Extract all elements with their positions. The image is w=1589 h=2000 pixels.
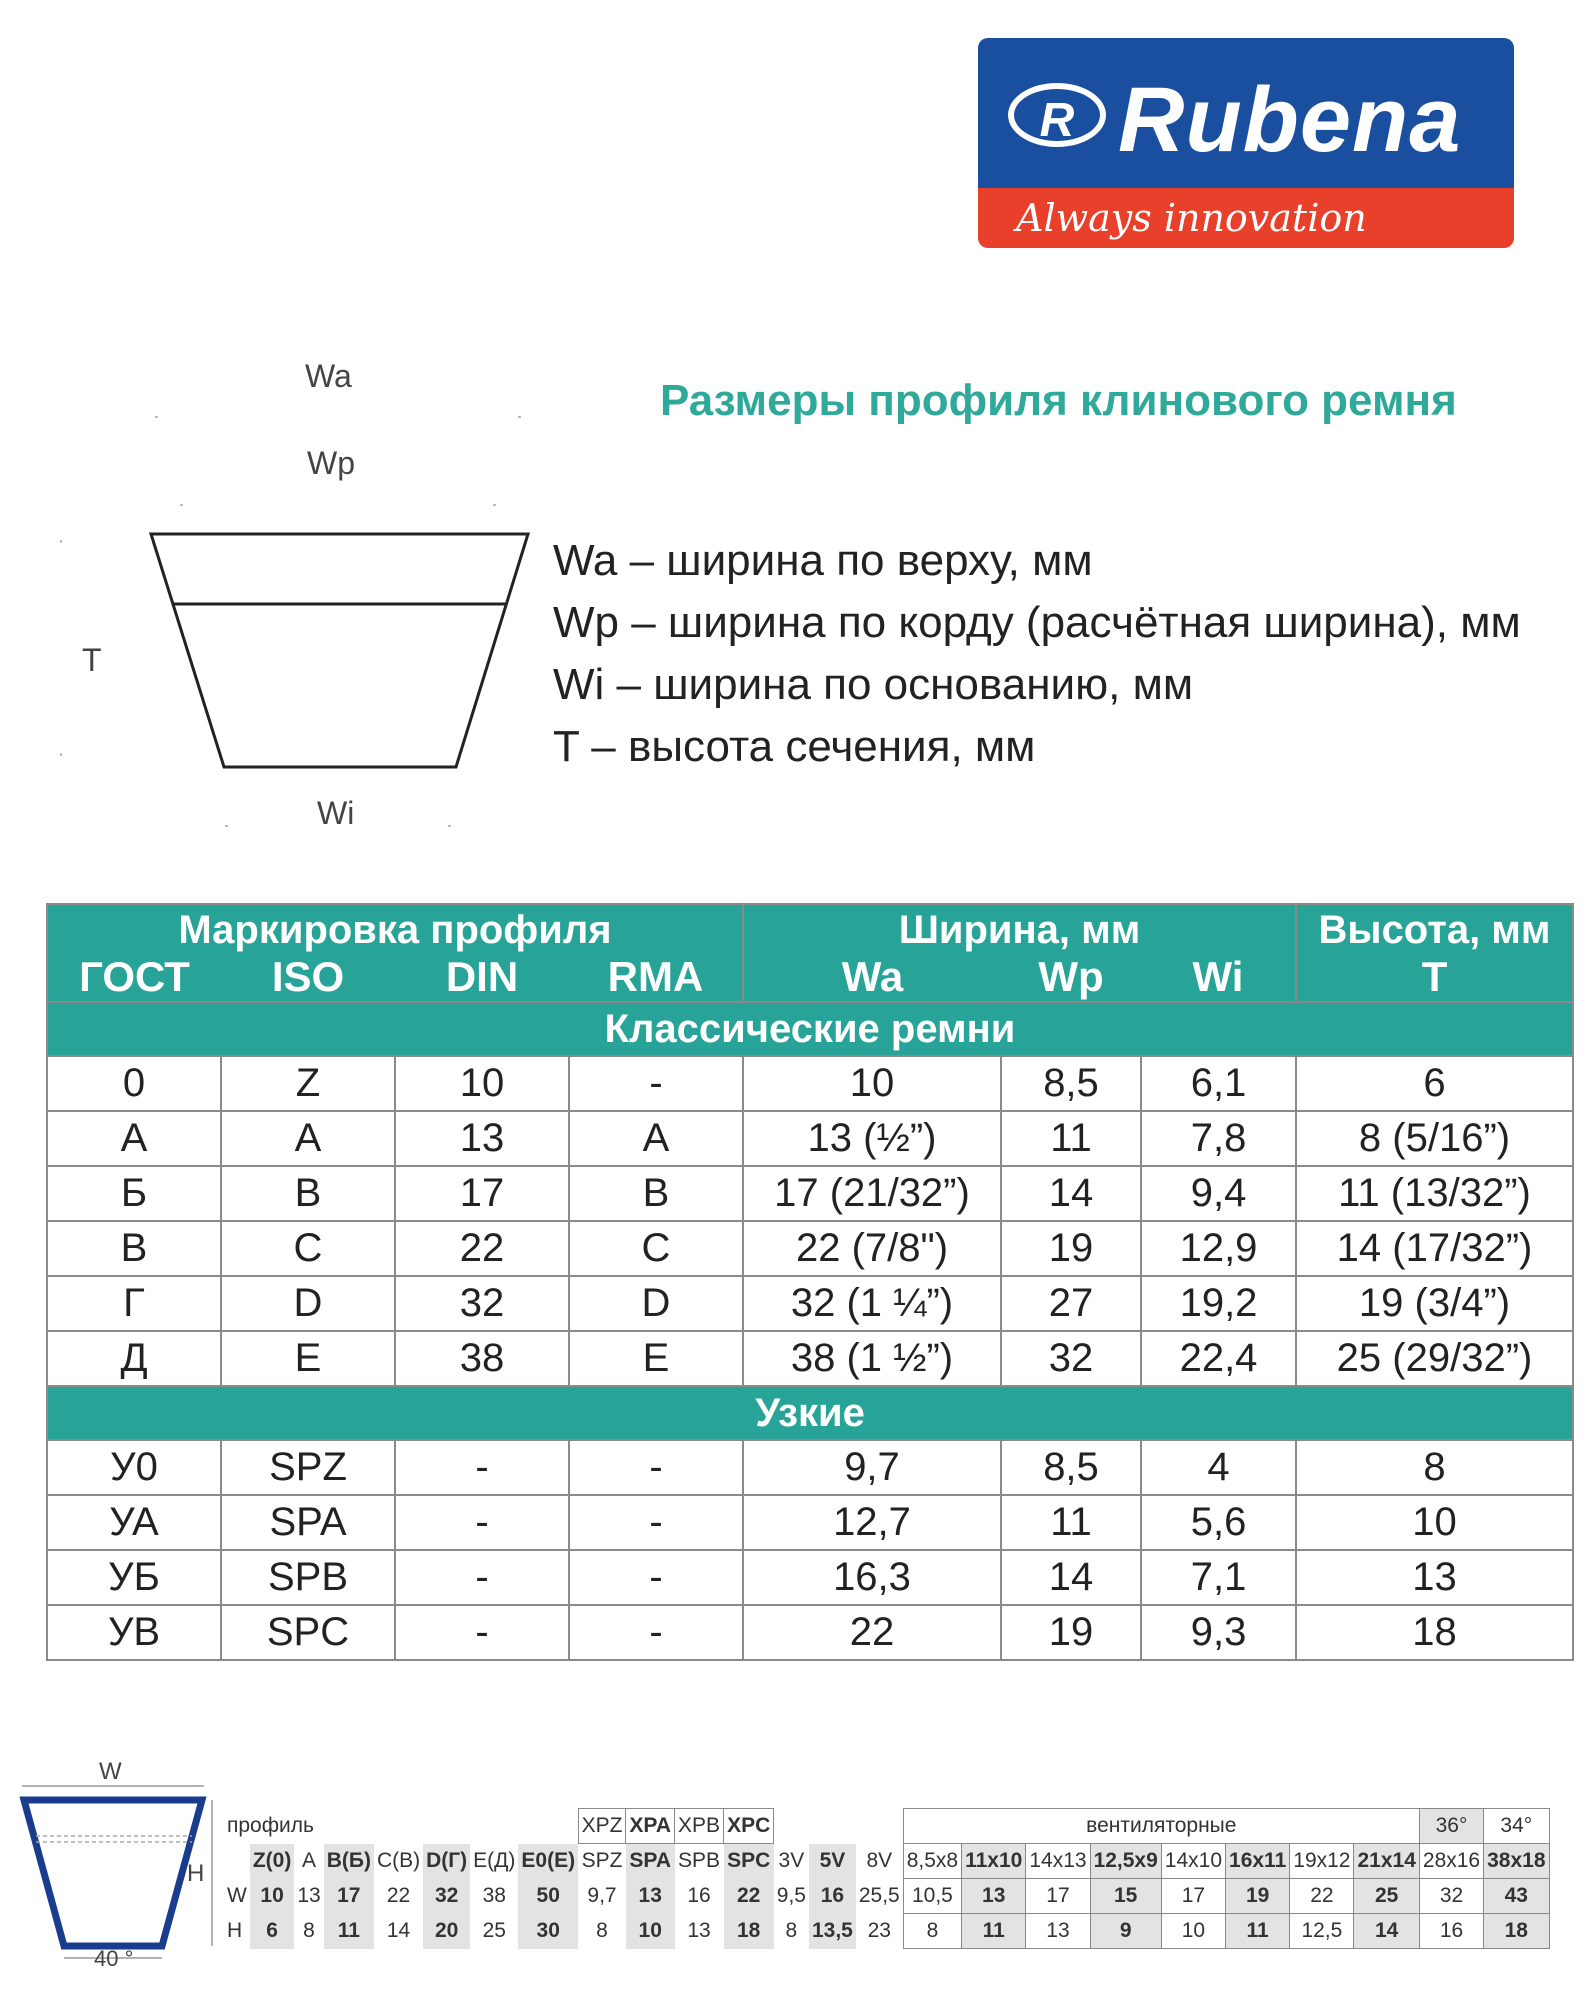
- h-value-cell: 14: [1354, 1914, 1419, 1949]
- h-value-cell: 11: [1226, 1914, 1290, 1949]
- table-cell: 38: [395, 1331, 569, 1386]
- table-row: [47, 1166, 1573, 1221]
- header-marking: Маркировка профиля: [47, 904, 743, 953]
- profile-cell: 11x10: [962, 1844, 1026, 1879]
- profile-cell: 28x16: [1419, 1844, 1483, 1879]
- table-cell: Д: [47, 1331, 221, 1386]
- legend-item: Wi – ширина по основанию, мм: [553, 660, 1194, 709]
- profile-cell: 14x13: [1026, 1844, 1090, 1879]
- wp-label: Wp: [307, 445, 355, 481]
- legend-item: Wa – ширина по верху, мм: [553, 536, 1093, 585]
- h-value-cell: 13,5: [809, 1914, 856, 1949]
- wi-label: Wi: [317, 795, 355, 831]
- table-cell: SPA: [221, 1495, 395, 1550]
- narrow-rows: [47, 1440, 1573, 1660]
- page-title: Размеры профиля клинового ремня: [660, 376, 1457, 425]
- table-cell: -: [569, 1550, 743, 1605]
- profile-cell: 14x10: [1161, 1844, 1225, 1879]
- section-classic: Классические ремни: [47, 1002, 1573, 1056]
- trapezoid-diagram-icon: [50, 350, 570, 850]
- h-value-cell: 18: [1484, 1914, 1549, 1949]
- w-value-cell: 17: [1026, 1879, 1090, 1914]
- h-value-cell: 14: [386, 1919, 411, 1942]
- table-cell: 19: [1001, 1605, 1141, 1660]
- table-cell: D: [221, 1276, 395, 1331]
- profile-cell: 19x12: [1290, 1844, 1354, 1879]
- table-cell: D: [569, 1276, 743, 1331]
- profile-cell: SPC: [724, 1844, 774, 1879]
- table-cell: 13 (½”): [743, 1111, 1001, 1166]
- profile-cell: SPB: [678, 1849, 721, 1873]
- table-cell: -: [395, 1550, 569, 1605]
- table-row: [47, 1331, 1573, 1386]
- table-cell: -: [569, 1440, 743, 1495]
- w-value-cell: 17: [1161, 1879, 1225, 1914]
- w-value-cell: 50: [518, 1879, 578, 1914]
- w-value-cell: 10: [250, 1879, 295, 1914]
- h-value-cell: 13: [687, 1919, 711, 1942]
- table-cell: 7,1: [1141, 1550, 1296, 1605]
- table-cell: Е: [221, 1331, 395, 1386]
- profile-cell: E(Д): [473, 1849, 516, 1872]
- table-cell: 8,5: [1001, 1440, 1141, 1495]
- table-cell: А: [47, 1111, 221, 1166]
- w-value-cell: 13: [626, 1879, 675, 1914]
- table-cell: 38 (1 ½”): [743, 1331, 1001, 1386]
- w-value-cell: 43: [1484, 1879, 1549, 1914]
- logo-slogan: Always innovation: [1016, 196, 1367, 240]
- angle-36: 36°: [1419, 1809, 1483, 1844]
- profile-cell: A: [302, 1849, 317, 1872]
- header-width: Ширина, мм: [743, 904, 1296, 953]
- table-cell: 16,3: [743, 1550, 1001, 1605]
- table-cell: 19 (3/4”): [1296, 1276, 1573, 1331]
- table-row: [47, 1440, 1573, 1495]
- table-cell: 9,3: [1141, 1605, 1296, 1660]
- profile-cell: 16x11: [1226, 1844, 1290, 1879]
- table-cell: 32: [395, 1276, 569, 1331]
- rubena-logo: [978, 38, 1514, 248]
- table-cell: Г: [47, 1276, 221, 1331]
- h-value-cell: 8: [903, 1914, 961, 1949]
- table-cell: 12,9: [1141, 1221, 1296, 1276]
- profile-cell: 8,5x8: [903, 1844, 961, 1879]
- xp-label: XPB: [675, 1809, 724, 1844]
- profile-cell: 3V: [778, 1849, 805, 1872]
- table-cell: С: [221, 1221, 395, 1276]
- profile-cell: C(B): [376, 1849, 421, 1872]
- header-height: Высота, мм: [1296, 904, 1573, 953]
- table-cell: 10: [743, 1056, 1001, 1111]
- table-cell: 4: [1141, 1440, 1296, 1495]
- w-value-cell: 13: [962, 1879, 1026, 1914]
- h-value-cell: 20: [423, 1914, 470, 1949]
- table-cell: С: [569, 1221, 743, 1276]
- table-cell: 17: [395, 1166, 569, 1221]
- w-value-cell: 9,7: [587, 1884, 617, 1907]
- belt-profile-diagram: [50, 350, 570, 850]
- table-cell: 19: [1001, 1221, 1141, 1276]
- col-wi: Wi: [1141, 953, 1296, 1002]
- table-cell: 6,1: [1141, 1056, 1296, 1111]
- w-value-cell: 22: [724, 1879, 774, 1914]
- w-value-cell: 25,5: [858, 1884, 900, 1907]
- w-value-cell: 25: [1354, 1879, 1419, 1914]
- fan-label: вентиляторные: [903, 1809, 1419, 1844]
- h-value-cell: 18: [724, 1914, 774, 1949]
- table-row: [47, 1550, 1573, 1605]
- table-cell: 11 (13/32”): [1296, 1166, 1573, 1221]
- profile-cell: 8V: [866, 1849, 893, 1872]
- classic-rows: [47, 1056, 1573, 1386]
- table-row: [47, 1056, 1573, 1111]
- legend-item: Wp – ширина по корду (расчётная ширина), мм: [553, 598, 1521, 647]
- profile-cell: B(Б): [324, 1844, 374, 1879]
- profile-cell: Z(0): [250, 1844, 295, 1879]
- h-value-cell: 10: [1161, 1914, 1225, 1949]
- xp-label: XPA: [626, 1809, 675, 1844]
- table-cell: 11: [1001, 1495, 1141, 1550]
- profile-cell: SPA: [626, 1844, 675, 1879]
- w-value-cell: 22: [1290, 1879, 1354, 1914]
- table-cell: 25 (29/32”): [1296, 1331, 1573, 1386]
- table-cell: В: [569, 1166, 743, 1221]
- logo-brand-text: Rubena: [1118, 69, 1462, 171]
- h-value-cell: 6: [250, 1914, 295, 1949]
- h-value-cell: 8: [785, 1919, 798, 1942]
- table-row: [47, 1495, 1573, 1550]
- table-cell: 5,6: [1141, 1495, 1296, 1550]
- w-value-cell: 16: [687, 1884, 711, 1907]
- h-value-cell: 13: [1026, 1914, 1090, 1949]
- table-cell: 14: [1001, 1550, 1141, 1605]
- table-row: [47, 1605, 1573, 1660]
- profile-label: профиль: [227, 1814, 314, 1837]
- table-cell: 19,2: [1141, 1276, 1296, 1331]
- profile-cell: E0(E): [518, 1844, 578, 1879]
- table-cell: 17 (21/32”): [743, 1166, 1001, 1221]
- table-cell: 22: [395, 1221, 569, 1276]
- section-narrow: Узкие: [47, 1386, 1573, 1440]
- w-value-cell: 13: [297, 1884, 321, 1907]
- logo-mark-icon: R: [1008, 83, 1106, 147]
- table-cell: SPC: [221, 1605, 395, 1660]
- table-cell: 18: [1296, 1605, 1573, 1660]
- table-cell: 11: [1001, 1111, 1141, 1166]
- w-value-cell: 38: [482, 1884, 506, 1907]
- profile-cell: D(Г): [423, 1844, 470, 1879]
- table-cell: -: [569, 1605, 743, 1660]
- table-cell: УА: [47, 1495, 221, 1550]
- h-value-cell: 25: [482, 1919, 506, 1942]
- col-gost: ГОСТ: [47, 953, 221, 1002]
- w-value-cell: 17: [324, 1879, 374, 1914]
- angle-34: 34°: [1484, 1809, 1549, 1844]
- h-value-cell: 16: [1419, 1914, 1483, 1949]
- table-cell: 7,8: [1141, 1111, 1296, 1166]
- col-iso: ISO: [221, 953, 395, 1002]
- small-h-label: H: [187, 1860, 205, 1887]
- belt-profile-summary-table: [224, 1808, 1550, 1949]
- h-value-cell: 11: [962, 1914, 1026, 1949]
- table-row: [47, 1111, 1573, 1166]
- table-cell: 8 (5/16”): [1296, 1111, 1573, 1166]
- profile-cell: 21x14: [1354, 1844, 1419, 1879]
- table-cell: 10: [1296, 1495, 1573, 1550]
- w-value-cell: 32: [423, 1879, 470, 1914]
- profile-cell: 5V: [809, 1844, 856, 1879]
- w-value-cell: 9,5: [776, 1884, 806, 1907]
- table-cell: 32 (1 ¼”): [743, 1276, 1001, 1331]
- table-cell: УБ: [47, 1550, 221, 1605]
- xp-label: XPC: [724, 1809, 774, 1844]
- h-value-cell: 23: [867, 1919, 891, 1942]
- col-t: T: [1296, 953, 1573, 1002]
- table-cell: Е: [569, 1331, 743, 1386]
- small-w-label: W: [99, 1758, 122, 1785]
- w-value-cell: 32: [1419, 1879, 1483, 1914]
- small-angle-label: 40 °: [94, 1946, 134, 1971]
- table-row: [47, 1276, 1573, 1331]
- table-cell: 22: [743, 1605, 1001, 1660]
- legend-item: T – высота сечения, мм: [553, 722, 1036, 771]
- table-cell: У0: [47, 1440, 221, 1495]
- h-row-label: H: [227, 1919, 243, 1942]
- table-cell: 22 (7/8"): [743, 1221, 1001, 1276]
- table-cell: -: [569, 1495, 743, 1550]
- table-cell: 6: [1296, 1056, 1573, 1111]
- table-cell: УВ: [47, 1605, 221, 1660]
- table-cell: 32: [1001, 1331, 1141, 1386]
- table-cell: -: [395, 1440, 569, 1495]
- table-cell: 14 (17/32”): [1296, 1221, 1573, 1276]
- table-cell: 27: [1001, 1276, 1141, 1331]
- col-wp: Wp: [1001, 953, 1141, 1002]
- table-cell: 0: [47, 1056, 221, 1111]
- table-cell: -: [395, 1605, 569, 1660]
- profile-cell: 38x18: [1484, 1844, 1549, 1879]
- col-din: DIN: [395, 953, 569, 1002]
- h-value-cell: 8: [596, 1919, 608, 1942]
- w-row-label: W: [227, 1884, 247, 1907]
- table-cell: 8: [1296, 1440, 1573, 1495]
- table-cell: -: [395, 1495, 569, 1550]
- table-cell: SPB: [221, 1550, 395, 1605]
- table-cell: 9,4: [1141, 1166, 1296, 1221]
- table-cell: 13: [1296, 1550, 1573, 1605]
- table-cell: 10: [395, 1056, 569, 1111]
- table-cell: Z: [221, 1056, 395, 1111]
- table-cell: А: [221, 1111, 395, 1166]
- table-cell: 14: [1001, 1166, 1141, 1221]
- table-cell: В: [47, 1221, 221, 1276]
- col-wa: Wa: [743, 953, 1001, 1002]
- h-value-cell: 8: [303, 1919, 315, 1942]
- table-cell: 12,7: [743, 1495, 1001, 1550]
- table-cell: SPZ: [221, 1440, 395, 1495]
- table-cell: -: [569, 1056, 743, 1111]
- belt-dimensions-table: [46, 903, 1574, 1661]
- small-belt-diagram: [14, 1758, 224, 1972]
- w-value-cell: 22: [386, 1884, 411, 1907]
- xp-label: XPZ: [578, 1809, 626, 1844]
- h-value-cell: 12,5: [1290, 1914, 1354, 1949]
- w-value-cell: 15: [1090, 1879, 1161, 1914]
- table-cell: 8,5: [1001, 1056, 1141, 1111]
- t-label: T: [82, 642, 102, 678]
- h-value-cell: 30: [518, 1914, 578, 1949]
- table-cell: А: [569, 1111, 743, 1166]
- profile-cell: SPZ: [581, 1849, 623, 1873]
- table-cell: В: [221, 1166, 395, 1221]
- h-value-cell: 9: [1090, 1914, 1161, 1949]
- w-value-cell: 10,5: [903, 1879, 961, 1914]
- table-cell: 22,4: [1141, 1331, 1296, 1386]
- profile-cell: 12,5x9: [1090, 1844, 1161, 1879]
- legend: [553, 530, 1521, 778]
- w-value-cell: 16: [809, 1879, 856, 1914]
- table-cell: Б: [47, 1166, 221, 1221]
- table-cell: 13: [395, 1111, 569, 1166]
- wa-label: Wa: [305, 358, 352, 394]
- h-value-cell: 11: [324, 1914, 374, 1949]
- table-cell: 9,7: [743, 1440, 1001, 1495]
- h-value-cell: 10: [626, 1914, 675, 1949]
- table-row: [47, 1221, 1573, 1276]
- w-value-cell: 19: [1226, 1879, 1290, 1914]
- col-rma: RMA: [569, 953, 743, 1002]
